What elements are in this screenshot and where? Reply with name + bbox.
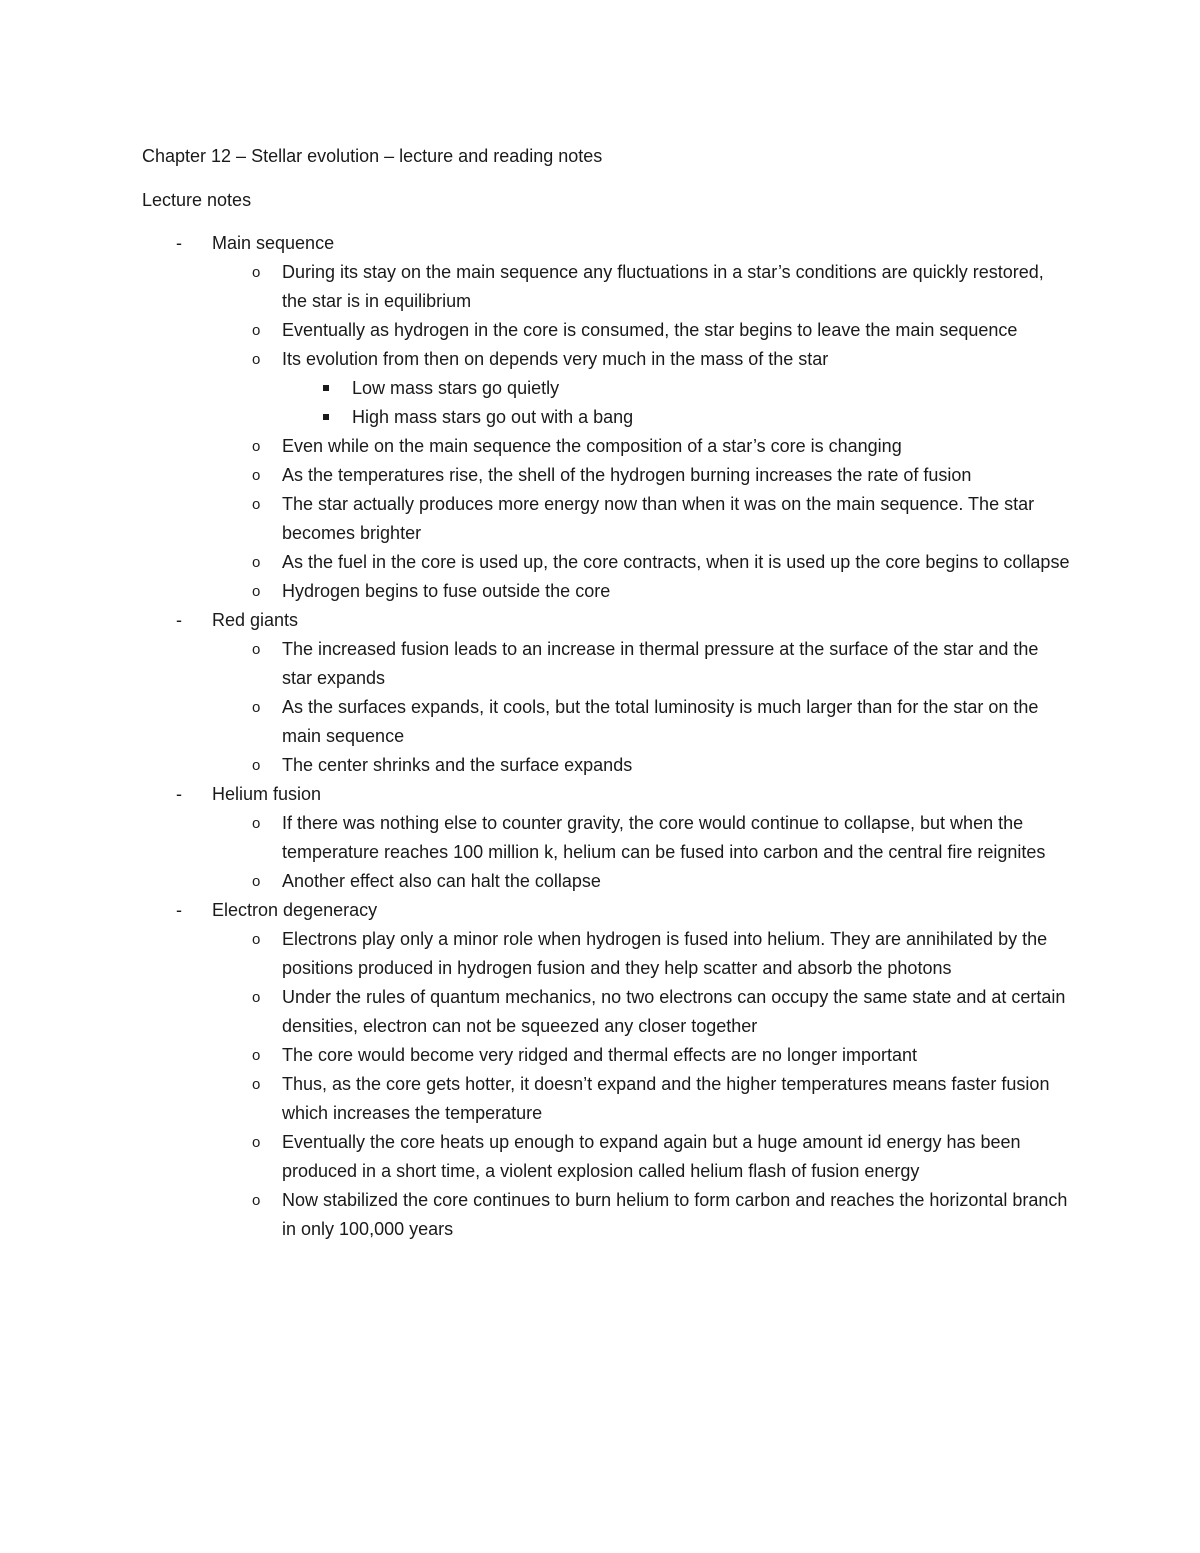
list-item-text: As the surfaces expands, it cools, but the total luminosity is much larger than for the star on the main sequence [282, 697, 1039, 746]
list-item-text: The core would become very ridged and thermal effects are no longer important [282, 1045, 918, 1065]
circle-bullet: o [252, 931, 261, 948]
section-subtitle: Lecture notes [142, 190, 252, 210]
bullet-list [212, 258, 1072, 606]
section-heading: Main sequence [212, 233, 335, 253]
list-item [212, 258, 1072, 316]
list-item [212, 490, 1072, 548]
circle-bullet: o [252, 1076, 261, 1093]
list-item-text: As the fuel in the core is used up, the core contracts, when it is used up the core begins to collapse [282, 552, 1070, 572]
dash-bullet: - [176, 900, 182, 920]
section-heading: Electron degeneracy [212, 900, 378, 920]
dash-bullet: - [176, 610, 182, 630]
list-item-text: Thus, as the core gets hotter, it doesn’t expand and the higher temperatures means faster fusion which increases the temperature [282, 1074, 1050, 1123]
list-item-text: If there was nothing else to counter gravity, the core would continue to collapse, but when the temperature reaches 100 million k, helium can be fused into carbon and the central fire reignites [282, 813, 1046, 862]
circle-bullet: o [252, 1047, 261, 1064]
list-item [212, 1186, 1072, 1244]
list-item [212, 983, 1072, 1041]
dash-bullet: - [176, 784, 182, 804]
circle-bullet: o [252, 322, 261, 339]
circle-bullet: o [252, 1134, 261, 1151]
list-item-text: The center shrinks and the surface expands [282, 755, 633, 775]
page-title: Chapter 12 – Stellar evolution – lecture and reading notes [142, 146, 603, 166]
list-item-text: The increased fusion leads to an increase in thermal pressure at the surface of the star and the star expands [282, 639, 1039, 688]
list-item-text: Eventually the core heats up enough to expand again but a huge amount id energy has been produced in a short time, a violent explosion called helium flash of fusion energy [282, 1132, 1021, 1181]
circle-bullet: o [252, 554, 261, 571]
list-item [212, 461, 1072, 490]
list-item-text: Eventually as hydrogen in the core is consumed, the star begins to leave the main sequence [282, 320, 1018, 340]
bullet-list [212, 809, 1072, 896]
list-item [212, 316, 1072, 345]
circle-bullet: o [252, 583, 261, 600]
list-item [212, 925, 1072, 983]
square-bullet-icon [323, 414, 329, 420]
list-item [212, 693, 1072, 751]
circle-bullet: o [252, 467, 261, 484]
list-item [212, 432, 1072, 461]
list-item [212, 345, 1072, 432]
circle-bullet: o [252, 438, 261, 455]
list-item-text: The star actually produces more energy now than when it was on the main sequence. The star becomes brighter [282, 494, 1035, 543]
circle-bullet: o [252, 641, 261, 658]
section-item [142, 896, 1072, 1244]
list-item-text: As the temperatures rise, the shell of the hydrogen burning increases the rate of fusion [282, 465, 972, 485]
list-item [212, 635, 1072, 693]
bullet-list [212, 925, 1072, 1244]
sub-list-item [282, 374, 1072, 403]
circle-bullet: o [252, 815, 261, 832]
list-item [212, 577, 1072, 606]
dash-bullet: - [176, 233, 182, 253]
sub-list-item-text: Low mass stars go quietly [352, 378, 560, 398]
list-item-text: Its evolution from then on depends very much in the mass of the star [282, 349, 829, 369]
bullet-list [212, 635, 1072, 780]
list-item-text: Hydrogen begins to fuse outside the core [282, 581, 611, 601]
list-item-text: Now stabilized the core continues to burn helium to form carbon and reaches the horizontal branch in only 100,000 years [282, 1190, 1068, 1239]
list-item [212, 1128, 1072, 1186]
circle-bullet: o [252, 1192, 261, 1209]
section-item [142, 229, 1072, 606]
list-item-text: Under the rules of quantum mechanics, no two electrons can occupy the same state and at certain densities, electron can not be squeezed any closer together [282, 987, 1066, 1036]
notes-outline [142, 229, 1072, 1244]
section-heading: Helium fusion [212, 784, 322, 804]
circle-bullet: o [252, 699, 261, 716]
list-item [212, 809, 1072, 867]
sub-bullet-list [282, 374, 1072, 432]
list-item-text: During its stay on the main sequence any fluctuations in a star’s conditions are quickly restored, the star is in equilibrium [282, 262, 1044, 311]
list-item [212, 1070, 1072, 1128]
sub-list-item-text: High mass stars go out with a bang [352, 407, 634, 427]
circle-bullet: o [252, 351, 261, 368]
list-item [212, 867, 1072, 896]
list-item [212, 1041, 1072, 1070]
list-item-text: Electrons play only a minor role when hydrogen is fused into helium. They are annihilated by the positions produced in hydrogen fusion and they help scatter and absorb the photons [282, 929, 1048, 978]
circle-bullet: o [252, 873, 261, 890]
square-bullet-icon [323, 385, 329, 391]
circle-bullet: o [252, 757, 261, 774]
list-item [212, 548, 1072, 577]
list-item-text: Even while on the main sequence the composition of a star’s core is changing [282, 436, 902, 456]
section-heading: Red giants [212, 610, 299, 630]
circle-bullet: o [252, 264, 261, 281]
section-item [142, 606, 1072, 780]
sub-list-item [282, 403, 1072, 432]
list-item-text: Another effect also can halt the collapse [282, 871, 601, 891]
circle-bullet: o [252, 496, 261, 513]
list-item [212, 751, 1072, 780]
circle-bullet: o [252, 989, 261, 1006]
section-item [142, 780, 1072, 896]
